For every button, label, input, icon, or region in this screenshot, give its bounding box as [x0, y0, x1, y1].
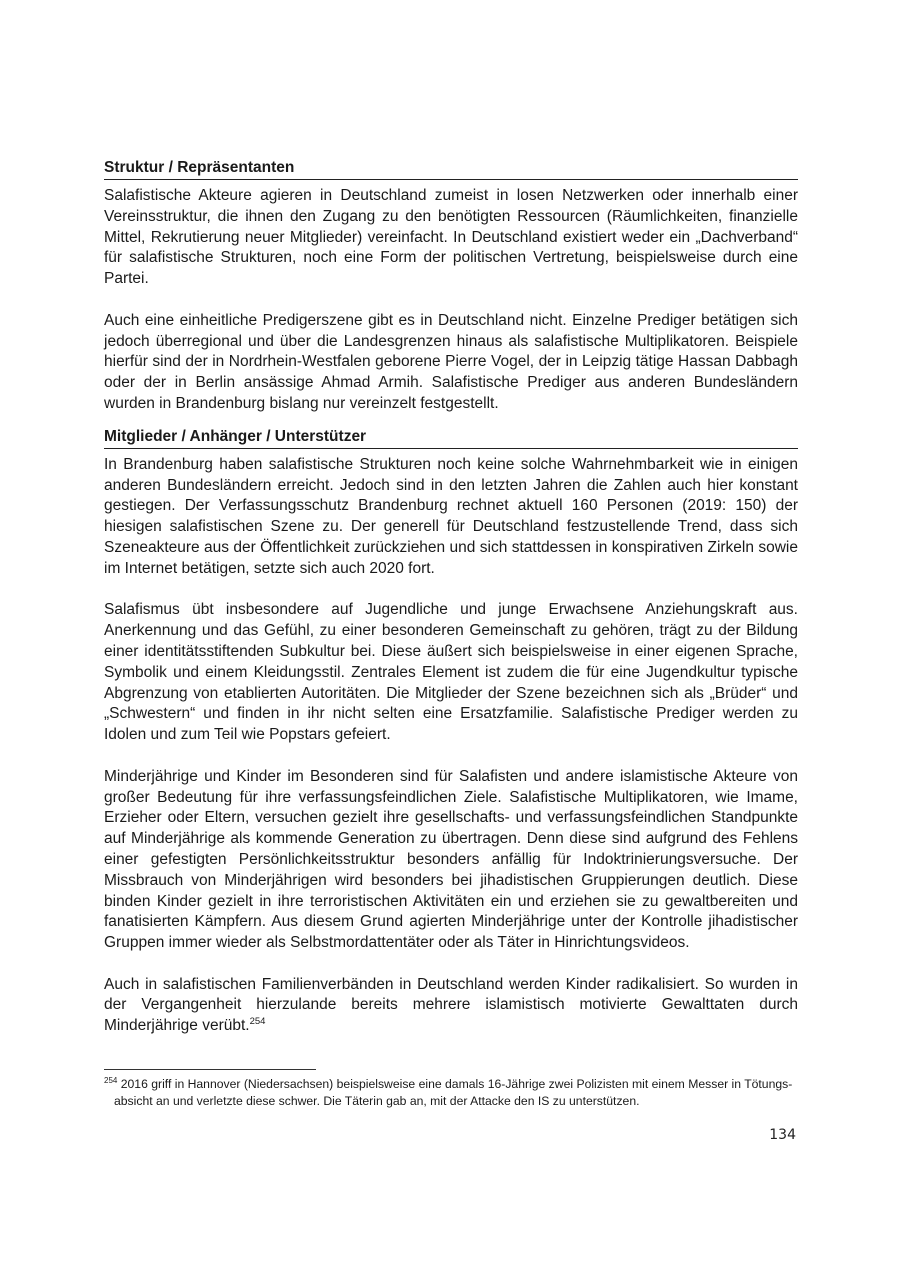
footnote-text: 2016 griff in Hannover (Niedersachsen) beispielsweise eine damals 16-Jährige zwei Polizisten mit einem Messer in Tötungsabsicht an und verletzte diese schwer. Die Täterin gab an, mit der Attacke den IS zu unterstützen. [114, 1077, 793, 1108]
paragraph-text: Auch in salafistischen Familienverbänden in Deutschland werden Kinder radikalisiert. So wurden in der Vergangenheit hierzulande bereits mehrere islamistisch motivierte Gewalttaten durch Minderjährige verübt. [104, 975, 798, 1035]
footnote-divider [104, 1069, 316, 1070]
page-body [104, 158, 798, 1037]
section-heading-structure: Struktur / Repräsentanten [104, 158, 798, 180]
section-structure-body [104, 186, 798, 415]
footnote [104, 1076, 798, 1109]
paragraph: Salafistische Akteure agieren in Deutschland zumeist in losen Netzwerken oder innerhalb einer Vereinsstruktur, die ihnen den Zugang zu den benötigten Ressourcen (Räumlichkeiten, finanzielle Mittel, Rekrutierung neuer Mitglieder) vereinfacht. In Deutschland existiert weder ein „Dachverband“ für salafistische Strukturen, noch eine Form der politischen Vertretung, beispielsweise durch eine Partei. [104, 187, 798, 288]
footnote-number: 254 [104, 1075, 118, 1085]
section-heading-members: Mitglieder / Anhänger / Unterstützer [104, 427, 798, 449]
paragraph: Minderjährige und Kinder im Besonderen sind für Salafisten und andere islamistische Akteure von großer Bedeutung für ihre verfassungsfeindlichen Ziele. Salafistische Multiplikatoren, wie Imame, Erzieher oder Eltern, versuchen gezielt ihre gesellschafts- und verfassungsfeindlichen Standpunkte auf Minderjährige als kommende Generation zu übertragen. Denn diese sind aufgrund des Fehlens einer gefestigten Persönlichkeitsstruktur besonders anfällig für Indoktrinierungsversuche. Der Missbrauch von Minderjährigen wird besonders bei jihadistischen Gruppierungen deutlich. Diese binden Kinder gezielt in ihre terroristischen Aktivitäten ein und erziehen sie zu gewaltbereiten und fanatisierten Kämpfern. Aus diesem Grund agierten Minderjährige unter der Kontrolle jihadistischer Gruppen immer wieder als Selbstmordattentäter oder als Täter in Hinrichtungsvideos. [104, 767, 798, 952]
paragraph-with-footnote-ref [104, 975, 798, 1037]
page-number: 134 [769, 1127, 796, 1143]
section-members-body [104, 455, 798, 1037]
paragraph: Salafismus übt insbesondere auf Jugendliche und junge Erwachsene Anziehungskraft aus. Anerkennung und das Gefühl, zu einer besonderen Gemeinschaft zu gehören, trägt zu der Bildung einer identitätsstiftenden Subkultur bei. Diese äußert sich beispielsweise in einer eigenen Sprache, Symbolik und einem Kleidungsstil. Zentrales Element ist zudem die für eine Jugendkultur typische Abgrenzung von etablierten Autoritäten. Die Mitglieder der Szene bezeichnen sich als „Brüder“ und „Schwestern“ und finden in ihr nicht selten eine Ersatzfamilie. Salafistische Prediger werden zu Idolen und zum Teil wie Popstars gefeiert. [104, 601, 798, 744]
footnote-reference[interactable]: 254 [249, 1016, 266, 1028]
paragraph: In Brandenburg haben salafistische Strukturen noch keine solche Wahrnehmbarkeit wie in einigen anderen Bundesländern erreicht. Jedoch sind in den letzten Jahren die Zahlen auch hier konstant gestiegen. Der Verfassungsschutz Brandenburg rechnet aktuell 160 Personen (2019: 150) der hiesigen salafistischen Szene zu. Der generell für Deutschland festzustellende Trend, dass sich Szeneakteure aus der Öffentlichkeit zurückziehen und sich stattdessen in konspirativen Zirkeln sowie im Internet betätigen, setzte sich auch 2020 fort. [104, 455, 798, 577]
paragraph: Auch eine einheitliche Predigerszene gibt es in Deutschland nicht. Einzelne Prediger betätigen sich jedoch überregional und über die Landesgrenzen hinaus als salafistische Multiplikatoren. Beispiele hierfür sind der in Nordrhein-Westfalen geborene Pierre Vogel, der in Leipzig tätige Hassan Dabbagh oder der in Berlin ansässige Ahmad Armih. Salafistische Prediger aus anderen Bundesländern wurden in Brandenburg bislang nur vereinzelt festgestellt. [104, 311, 798, 412]
